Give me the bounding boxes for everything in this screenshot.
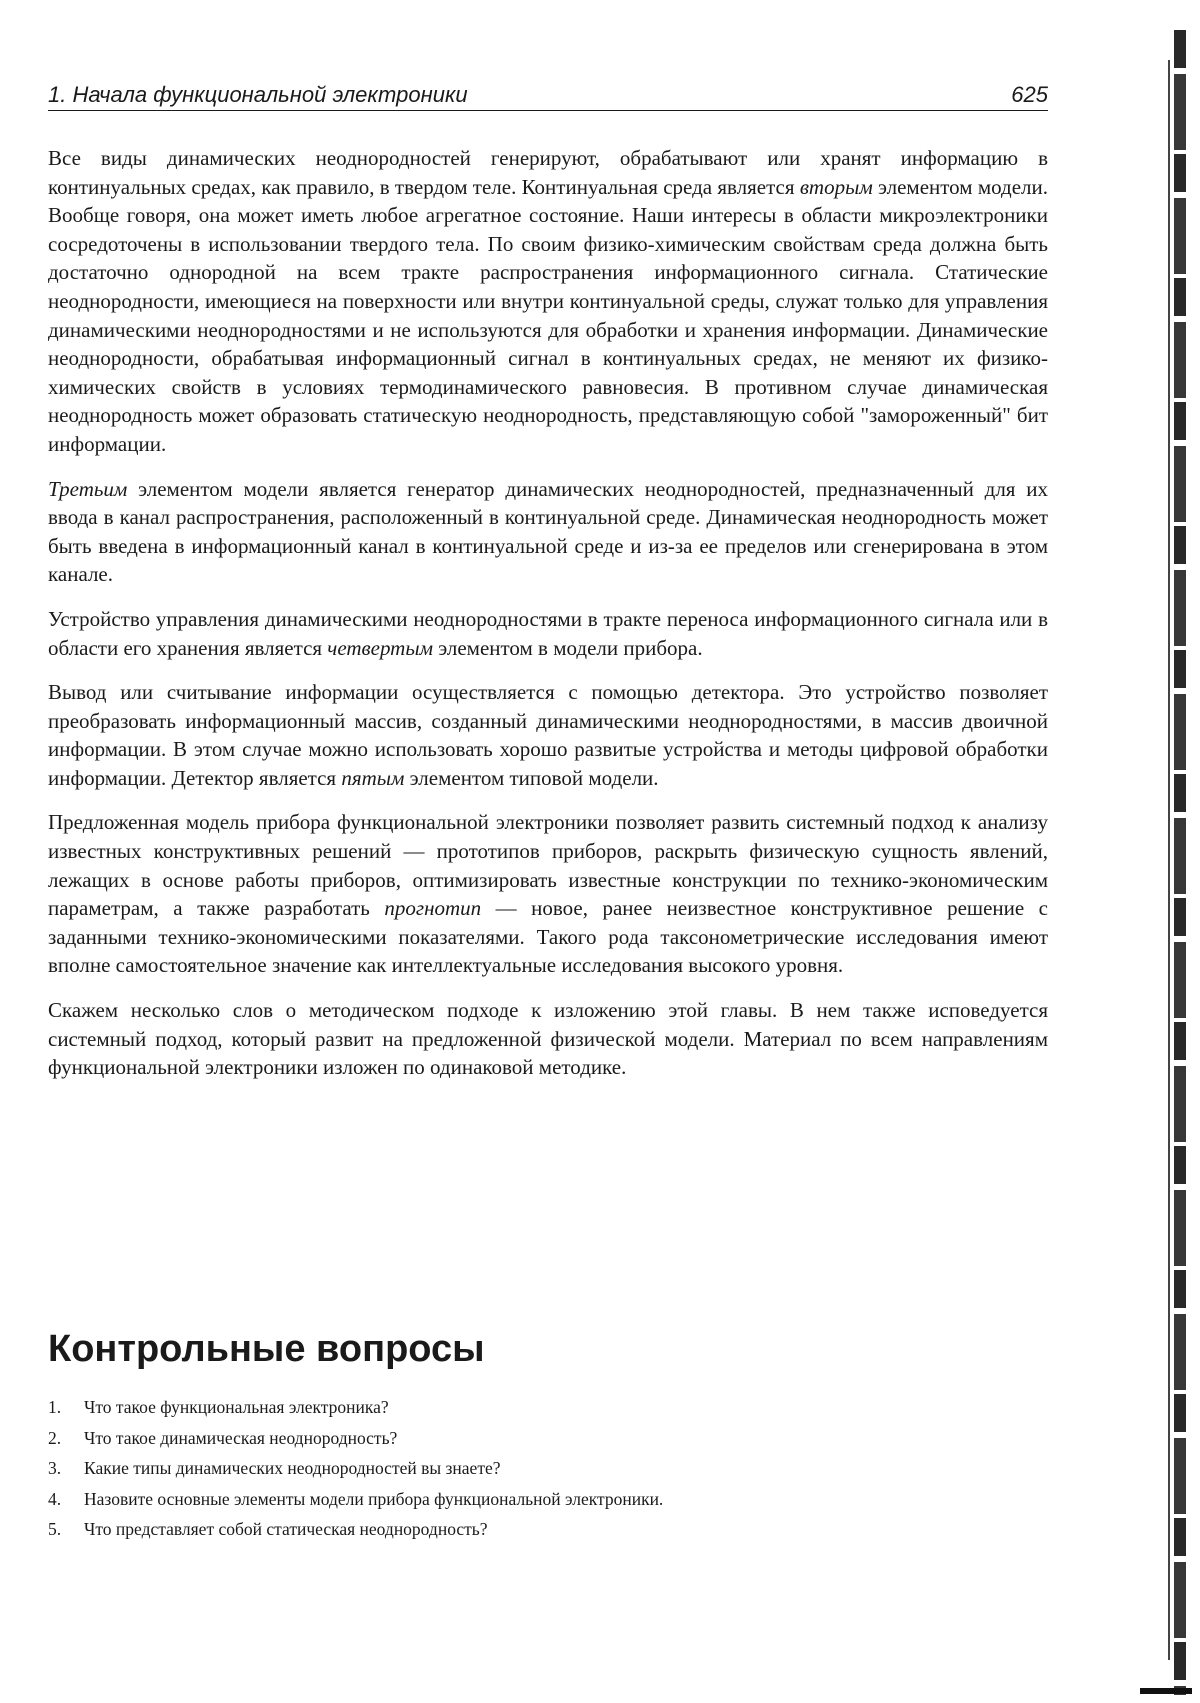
question-number: 1. bbox=[48, 1397, 62, 1417]
list-item bbox=[48, 1453, 1048, 1484]
question-number: 5. bbox=[48, 1519, 62, 1539]
question-text: Что такое функциональная электроника? bbox=[84, 1397, 389, 1417]
running-header bbox=[48, 82, 1048, 111]
question-number: 3. bbox=[48, 1458, 62, 1478]
page-number: 625 bbox=[1011, 82, 1048, 107]
chapter-title: 1. Начала функциональной электроники bbox=[48, 82, 468, 107]
emphasis: прогнотип bbox=[384, 896, 482, 921]
emphasis: Третьим bbox=[48, 476, 128, 501]
paragraph: Вывод или считывание информации осуществляется с помощью детектора. Это устройство позволяет преобразовать информационный массив, созданный динамическими неоднородностями, в массив двоичной информации. В этом случае можно использовать хорошо развитые устройства и методы цифровой обработки информации. Детектор является пятым элементом типовой модели. bbox=[48, 680, 1048, 790]
scan-edge-foot bbox=[1140, 1688, 1192, 1694]
list-item bbox=[48, 1392, 1048, 1423]
scan-edge-line bbox=[1168, 60, 1170, 1660]
question-text: Что такое динамическая неоднородность? bbox=[84, 1427, 398, 1448]
body-text bbox=[48, 144, 1048, 1098]
paragraph: Скажем несколько слов о методическом подходе к изложению этой главы. В нем также исповедуется системный подход, который развит на предложенной физической модели. Материал по всем направлениям функциональной электроники изложен по одинаковой методике. bbox=[48, 998, 1048, 1080]
list-item bbox=[48, 1484, 1048, 1515]
emphasis: четвертым bbox=[327, 635, 433, 660]
questions-list bbox=[48, 1392, 1048, 1545]
question-text: Назовите основные элементы модели прибора функциональной электроники. bbox=[84, 1488, 664, 1509]
paragraph: Предложенная модель прибора функциональной электроники позволяет развить системный подход к анализу известных конструктивных решений — прототипов приборов, раскрыть физическую сущность явлений, лежащих в основе работы приборов, оптимизировать известные конструкции по технико-экономическим параметрам, а также разработать прогнотип — новое, ранее неизвестное конструктивное решение с заданными технико-экономическими показателями. Такого рода таксонометрические исследования имеют вполне самостоятельное значение как интеллектуальные исследования высокого уровня. bbox=[48, 810, 1048, 978]
emphasis: вторым bbox=[799, 174, 873, 199]
list-item bbox=[48, 1514, 1048, 1545]
question-number: 4. bbox=[48, 1488, 62, 1509]
paragraph: Все виды динамических неоднородностей генерируют, обрабатывают или хранят информацию в континуальных средах, как правило, в твердом теле. Континуальная среда является вторым элементом модели. Вообще говоря, она может иметь любое агрегатное состояние. Наши интересы в области микроэлектроники сосредоточены в использовании твердого тела. По своим физико-химическим свойствам среда должна быть достаточно однородной на всем тракте распространения информационного сигнала. Статические неоднородности, имеющиеся на поверхности или внутри континуальной среды, служат только для управления динамическими неоднородностями и не используются для обработки и хранения информации. Динамические неоднородности, обрабатывая информационный сигнал в континуальных средах, не меняют их физико-химических свойств в условиях термодинамического равновесия. В противном случае динамическая неоднородность может образовать статическую неоднородность, представляющую собой "замороженный" бит информации. bbox=[48, 146, 1048, 456]
list-item bbox=[48, 1423, 1048, 1454]
paragraph: Третьим элементом модели является генератор динамических неоднородностей, предназначенный для их ввода в канал распространения, расположенный в континуальной среде. Динамическая неоднородность может быть введена в информационный канал в континуальной среде и из-за ее пределов или сгенерирована в этом канале. bbox=[48, 476, 1048, 587]
question-number: 2. bbox=[48, 1427, 62, 1448]
paragraph: Устройство управления динамическими неоднородностями в тракте переноса информационного сигнала или в области его хранения является четвертым элементом в модели прибора. bbox=[48, 606, 1048, 660]
section-heading: Контрольные вопросы bbox=[48, 1328, 485, 1370]
question-text: Какие типы динамических неоднородностей вы знаете? bbox=[84, 1458, 501, 1478]
emphasis: пятым bbox=[341, 765, 405, 790]
question-text: Что представляет собой статическая неоднородность? bbox=[84, 1519, 488, 1539]
scan-binding-edge bbox=[1174, 30, 1186, 1695]
